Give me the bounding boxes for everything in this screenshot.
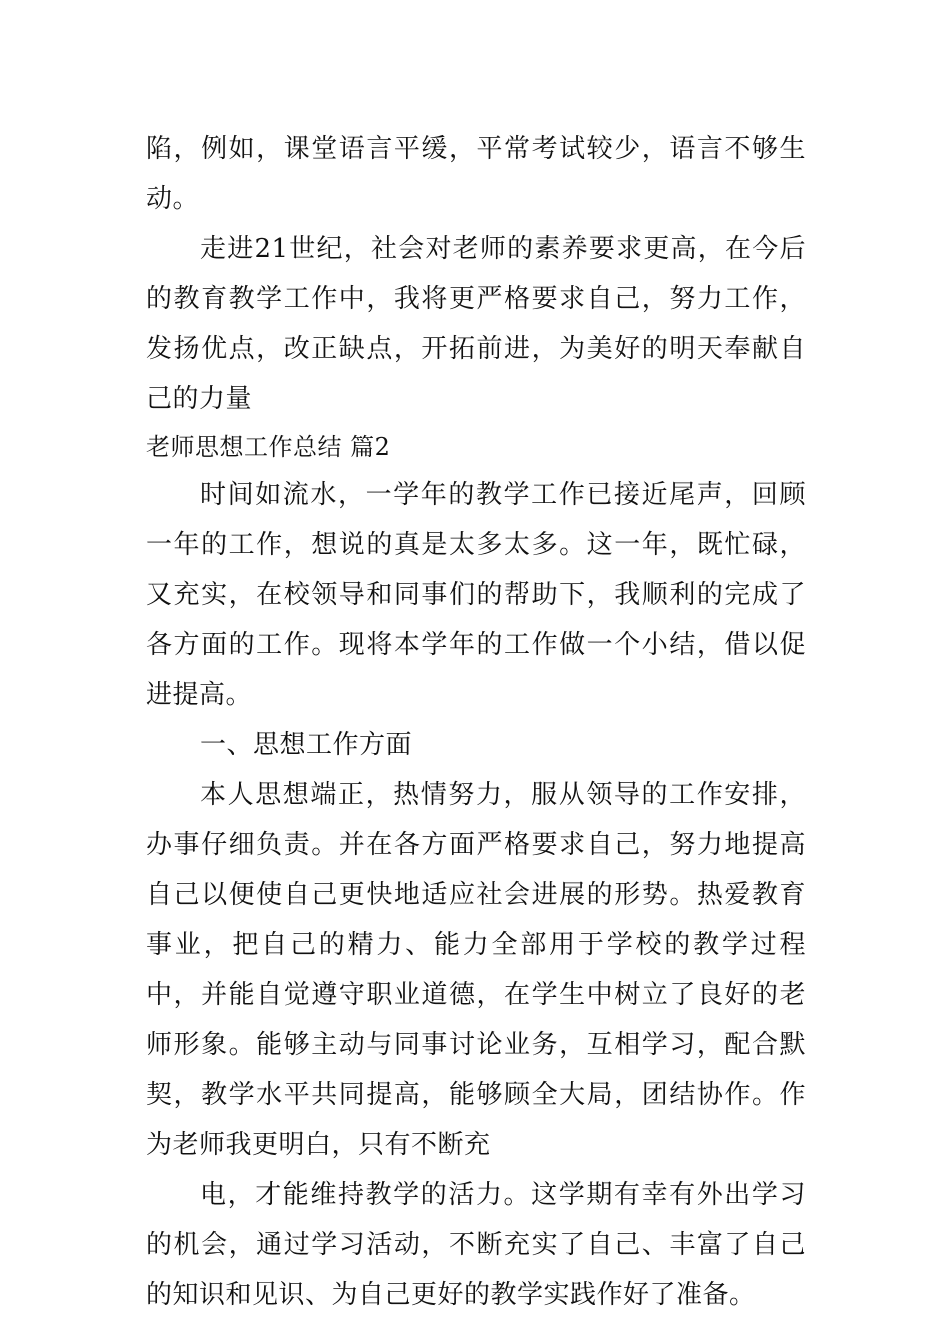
paragraph-thought-work: 本人思想端正，热情努力，服从领导的工作安排，办事仔细负责。并在各方面严格要求自己，努力地提高自己以便使自己更快地适应社会进展的形势。热爱教育事业，把自己的精力、能力全部用于学校的教学过程中，并能自觉遵守职业道德，在学生中树立了良好的老师形象。能够主动与同事讨论业务，互相学习，配合默契，教学水平共同提高，能够顾全大局，团结协作。作为老师我更明白，只有不断充 bbox=[146, 780, 806, 1160]
document-page bbox=[146, 124, 806, 1320]
paragraph-continued: 陷，例如，课堂语言平缓，平常考试较少，语言不够生动。 bbox=[146, 134, 806, 214]
section-heading: 老师思想工作总结 篇2 bbox=[146, 433, 391, 461]
subheading-thought-work: 一、思想工作方面 bbox=[200, 730, 413, 760]
paragraph-learning: 电，才能维持教学的活力。这学期有幸有外出学习的机会，通过学习活动，不断充实了自己、丰富了自己的知识和见识、为自己更好的教学实践作好了准备。 bbox=[146, 1180, 806, 1310]
paragraph-intro: 时间如流水，一学年的教学工作已接近尾声，回顾一年的工作，想说的真是太多太多。这一年，既忙碌，又充实，在校领导和同事们的帮助下，我顺利的完成了各方面的工作。现将本学年的工作做一个小结，借以促进提高。 bbox=[146, 480, 806, 710]
paragraph-future-plans: 走进21世纪，社会对老师的素养要求更高，在今后的教育教学工作中，我将更严格要求自己，努力工作，发扬优点，改正缺点，开拓前进，为美好的明天奉献自己的力量 bbox=[146, 234, 806, 414]
